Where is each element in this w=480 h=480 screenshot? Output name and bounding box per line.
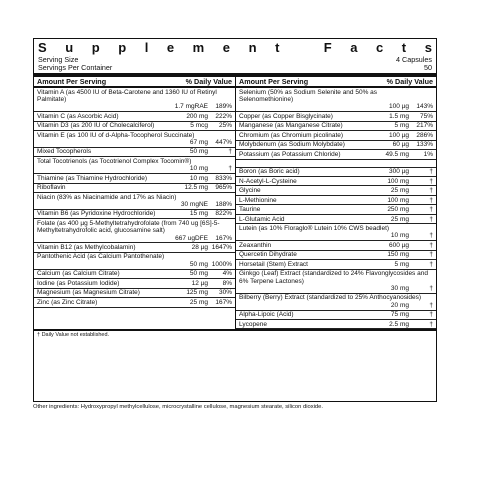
nutrient-daily-value: 8% [222, 279, 232, 287]
nutrient-daily-value: 1000% [211, 260, 232, 268]
title-letter: c [376, 40, 384, 55]
nutrient-daily-value: † [429, 260, 433, 268]
title-letter: e [222, 40, 231, 55]
title-letter: F [323, 40, 332, 55]
nutrient-daily-value [409, 160, 433, 166]
nutrient-name: Lutein (as 10% Floraglo® Lutein 10% CWS beadlet) [239, 225, 390, 232]
title-letter: u [65, 40, 74, 55]
nutrient-amount: 75 mg [390, 311, 409, 319]
nutrient-daily-value: 217% [416, 122, 433, 130]
nutrient-name: Molybdenum (as Sodium Molybdate) [239, 141, 345, 149]
nutrient-row [236, 141, 436, 150]
nutrient-name: Copper (as Copper Bisglycinate) [239, 112, 333, 120]
right-rows [236, 88, 436, 329]
nutrient-row [34, 174, 235, 183]
nutrient-row [34, 88, 235, 112]
nutrient-amount: 25 mg [390, 187, 409, 195]
nutrient-daily-value: † [429, 196, 433, 204]
nutrient-amount: 150 mg [387, 251, 409, 259]
nutrient-daily-value: 143% [416, 103, 433, 111]
nutrient-name: Lycopene [239, 320, 267, 328]
nutrient-row [34, 193, 235, 210]
nutrient-name: Selenium (50% as Sodium Selenite and 50% as Selenomethionine) [239, 88, 378, 103]
nutrient-amount: 5 mg [394, 260, 409, 268]
nutrient-row [236, 122, 436, 131]
nutrient-name: Riboflavin [37, 184, 66, 192]
nutrient-name: Horsetail (Stem) Extract [239, 260, 308, 268]
nutrient-name: Vitamin E (as 100 IU of d-Alpha-Tocopherol Succinate) [37, 131, 195, 139]
nutrient-amount: 30 mg [390, 284, 409, 292]
nutrient-row [236, 186, 436, 195]
nutrient-daily-value: † [429, 232, 433, 240]
nutrient-row [236, 131, 436, 140]
nutrient-daily-value: 1647% [211, 244, 232, 251]
nutrient-name: L-Glutamic Acid [239, 215, 285, 223]
nutrient-amount: 12 µg [191, 279, 208, 287]
nutrient-name: Vitamin B12 (as Methylcobalamin) [37, 244, 136, 251]
nutrient-amount: 12.5 mg [184, 184, 208, 192]
nutrient-daily-value: 965% [215, 184, 232, 192]
nutrient-row [236, 196, 436, 205]
nutrient-name: Thiamine (as Thiamine Hydrochloride) [37, 174, 148, 182]
panel-title [34, 39, 436, 56]
servings-per-container-row [34, 64, 436, 72]
title-space [298, 41, 305, 55]
amount-header: Amount Per Serving [37, 77, 107, 86]
nutrient-row [34, 253, 235, 270]
nutrient-daily-value: 188% [215, 200, 232, 208]
nutrient-name: Calcium (as Calcium Citrate) [37, 270, 120, 278]
nutrient-amount: 10 mg [390, 232, 409, 240]
nutrient-row [34, 219, 235, 243]
nutrient-amount: 100 mg [387, 177, 409, 185]
nutrient-row [236, 215, 436, 224]
title-letter: a [350, 40, 358, 55]
title-letter: e [166, 40, 175, 55]
nutrient-name: Zinc (as Zinc Citrate) [37, 298, 98, 306]
nutrient-amount: 67 mg [189, 138, 208, 146]
serving-size-label: Serving Size [38, 55, 79, 64]
nutrient-name: Ginkgo (Leaf) Extract (standardized to 24% Flavonglycosides and 6% Terpene Lactones) [239, 270, 428, 285]
nutrient-amount: 2.5 mg [389, 320, 409, 328]
title-letter: l [144, 40, 149, 55]
nutrient-amount: 250 mg [387, 206, 409, 214]
nutrient-name: Taurine [239, 206, 261, 214]
title-letter: t [401, 40, 407, 55]
nutrient-row [34, 298, 235, 307]
amount-header: Amount Per Serving [239, 77, 309, 86]
nutrient-amount: 667 ugDFE [175, 234, 208, 242]
title-letter: p [118, 40, 127, 55]
nutrient-name: Folate (as 400 µg 5-Methyltetrahydrofolate (from 740 ug [6S]-5-Methyltetrahydrofolic acid, glucosamine salt) [37, 219, 220, 235]
nutrient-amount: 60 µg [392, 141, 409, 149]
nutrient-row [236, 160, 436, 168]
nutrient-amount: 10 mg [189, 165, 208, 173]
nutrient-daily-value: † [429, 241, 433, 249]
title-letter: s [424, 40, 432, 55]
nutrient-daily-value: 222% [215, 112, 232, 120]
nutrient-row [34, 112, 235, 121]
nutrient-daily-value: † [429, 187, 433, 195]
nutrient-name: Total Tocotrienols (as Tocotrienol Complex Tocomin®) [37, 157, 192, 165]
right-column [235, 77, 436, 329]
nutrient-name: N-Acetyl-L-Cysteine [239, 177, 297, 185]
nutrient-name: Iodine (as Potassium Iodide) [37, 279, 120, 287]
nutrient-row [34, 122, 235, 131]
nutrient-name: Zeaxanthin [239, 241, 272, 249]
nutrient-row [34, 279, 235, 288]
nutrient-name: Potassium (as Potassium Chloride) [239, 150, 341, 158]
nutrient-row [236, 112, 436, 121]
nutrient-daily-value: † [429, 284, 433, 292]
nutrient-amount: 125 mg [186, 289, 208, 297]
nutrient-name: Vitamin C (as Ascorbic Acid) [37, 112, 119, 120]
nutrient-daily-value: † [429, 251, 433, 259]
nutrient-daily-value: 133% [416, 141, 433, 149]
nutrient-row [236, 177, 436, 186]
nutrient-daily-value: † [429, 215, 433, 223]
nutrient-daily-value: 75% [419, 112, 433, 120]
daily-value-header: % Daily Value [185, 77, 232, 86]
nutrient-amount: 50 mg [189, 148, 208, 156]
nutrient-daily-value: 447% [215, 138, 232, 146]
title-letter: S [38, 40, 47, 55]
nutrient-daily-value: 167% [215, 234, 232, 242]
nutrient-amount: 600 µg [388, 241, 409, 249]
nutrient-row [34, 210, 235, 219]
nutrient-row [236, 168, 436, 177]
other-ingredients: Other ingredients: Hydroxypropyl methylcellulose, microcrystalline cellulose, magnesium stearate, silicon dioxide. [33, 404, 323, 410]
servings-label: Servings Per Container [38, 63, 113, 72]
nutrient-row [236, 270, 436, 294]
nutrient-row [34, 270, 235, 279]
nutrient-daily-value: 25% [218, 122, 232, 130]
nutrient-daily-value: † [429, 177, 433, 185]
servings-value: 50 [424, 63, 432, 72]
nutrient-row [236, 320, 436, 329]
nutrient-row [236, 311, 436, 320]
nutrient-row [34, 243, 235, 252]
nutrient-name: Vitamin D3 (as 200 IU of Cholecalciferol) [37, 122, 155, 130]
nutrient-daily-value: 30% [218, 289, 232, 297]
nutrient-row [236, 260, 436, 269]
facts-columns [34, 77, 436, 329]
left-column-header [34, 77, 235, 88]
nutrient-name: Bilberry (Berry) Extract (standardized to 25% Anthocyanosides) [239, 294, 422, 302]
nutrient-name: Chromium (as Chromium picolinate) [239, 131, 344, 139]
serving-size-value: 4 Capsules [396, 55, 432, 64]
nutrient-name: Niacin (83% as Niacinamide and 17% as Niacin) [37, 193, 177, 201]
title-letter: m [192, 40, 205, 55]
nutrient-row [236, 205, 436, 214]
nutrient-amount: 1.5 mg [389, 112, 409, 120]
nutrient-row [236, 294, 436, 311]
nutrient-row [34, 148, 235, 157]
nutrient-row [236, 251, 436, 260]
nutrient-name: Alpha-Lipoic (Acid) [239, 311, 294, 319]
nutrient-daily-value: 822% [215, 210, 232, 218]
nutrient-amount: 10 mg [189, 174, 208, 182]
nutrient-amount: 300 µg [388, 168, 409, 176]
nutrient-amount: 1.7 mgRAE [174, 103, 208, 111]
nutrient-amount: 100 µg [388, 131, 409, 139]
nutrient-amount: 25 mg [189, 298, 208, 306]
nutrient-name: Glycine [239, 187, 261, 195]
nutrient-amount: 200 mg [186, 112, 208, 120]
nutrient-row [34, 131, 235, 148]
nutrient-amount: 5 mcg [190, 122, 208, 130]
nutrient-name: Mixed Tocopherols [37, 148, 92, 156]
nutrient-daily-value: 1% [423, 150, 433, 158]
title-letter: p [91, 40, 100, 55]
nutrient-name: Pantothenic Acid (as Calcium Pantothenate) [37, 253, 165, 261]
nutrient-daily-value: † [228, 165, 232, 173]
nutrient-amount: 20 mg [390, 301, 409, 309]
nutrient-name: Quercetin Dihydrate [239, 251, 297, 259]
nutrient-row [236, 88, 436, 112]
nutrient-amount: 49.5 mg [385, 150, 409, 158]
right-column-header [236, 77, 436, 88]
daily-value-header: % Daily Value [386, 77, 433, 86]
supplement-facts-panel [33, 38, 437, 402]
nutrient-amount: 25 mg [390, 215, 409, 223]
nutrient-daily-value: † [429, 320, 433, 328]
nutrient-amount: 50 mg [189, 270, 208, 278]
nutrient-daily-value: † [429, 311, 433, 319]
nutrient-daily-value: 189% [215, 103, 232, 111]
nutrient-name: L-Methionine [239, 196, 277, 204]
nutrient-amount: 28 µg [191, 244, 208, 251]
nutrient-name [239, 160, 409, 166]
nutrient-amount: 50 mg [189, 260, 208, 268]
left-rows [34, 88, 235, 308]
nutrient-daily-value: 4% [222, 270, 232, 278]
nutrient-name: Vitamin B6 (as Pyridoxine Hydrochloride) [37, 210, 156, 218]
nutrient-daily-value: † [228, 148, 232, 156]
title-letters [38, 41, 432, 55]
nutrient-row [236, 224, 436, 241]
nutrient-name: Boron (as Boric acid) [239, 168, 300, 176]
nutrient-name: Magnesium (as Magnesium Citrate) [37, 289, 140, 297]
title-letter: n [248, 40, 257, 55]
nutrient-daily-value: 167% [215, 298, 232, 306]
nutrient-daily-value: † [429, 168, 433, 176]
nutrient-amount: 100 µg [388, 103, 409, 111]
nutrient-row [34, 157, 235, 174]
nutrient-amount: 15 mg [189, 210, 208, 218]
nutrient-amount: 100 mg [387, 196, 409, 204]
nutrient-daily-value: † [429, 206, 433, 214]
footnote: † Daily Value not established. [34, 329, 436, 340]
nutrient-row [236, 150, 436, 159]
left-column [34, 77, 235, 329]
nutrient-row [34, 184, 235, 193]
nutrient-name: Vitamin A (as 4500 IU of Beta-Carotene and 1360 IU of Retinyl Palmitate) [37, 88, 217, 103]
nutrient-amount: 30 mgNE [180, 200, 208, 208]
nutrient-daily-value: 286% [416, 131, 433, 139]
title-letter: t [275, 40, 280, 55]
nutrient-row [236, 241, 436, 250]
nutrient-daily-value: † [429, 301, 433, 309]
nutrient-amount: 5 mg [394, 122, 409, 130]
nutrient-name: Manganese (as Manganese Citrate) [239, 122, 343, 130]
nutrient-daily-value: 833% [215, 174, 232, 182]
nutrient-row [34, 289, 235, 298]
